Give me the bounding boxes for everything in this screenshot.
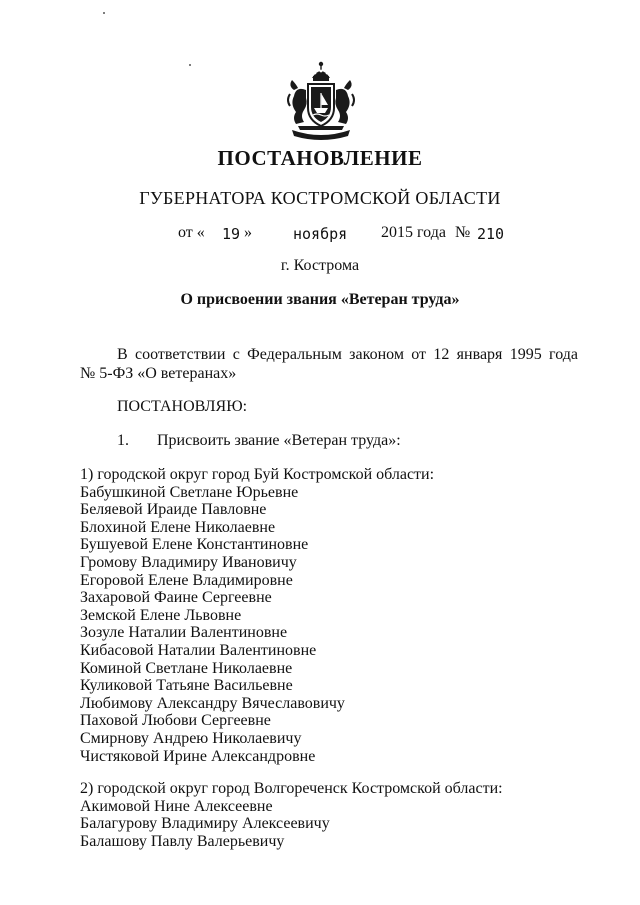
recipient-name: Балашову Павлу Валерьевичу	[80, 832, 285, 850]
recipient-name: Беляевой Ираиде Павловне	[80, 501, 267, 519]
group-heading: 1) городской округ город Буй Костромской области:	[80, 466, 435, 483]
recipient-name: Земской Елене Львовне	[80, 606, 242, 624]
issue-city: г. Кострома	[280, 257, 360, 274]
recipient-name: Паховой Любови Сергеевне	[80, 712, 271, 730]
recipient-name: Акимовой Нине Алексеевне	[80, 797, 273, 815]
scan-speck	[103, 12, 105, 14]
decree-word: ПОСТАНОВЛЯЮ:	[117, 398, 248, 415]
recipient-name: Бушуевой Елене Константиновне	[80, 536, 309, 554]
recipient-name: Бабушкиной Светлане Юрьевне	[80, 483, 299, 501]
preamble-line-2: № 5-ФЗ «О ветеранах»	[80, 365, 237, 382]
date-month: ноября	[293, 225, 348, 243]
clause-1-text: Присвоить звание «Ветеран труда»:	[157, 432, 401, 449]
group-heading: 2) городской округ город Волгореченск Костромской области:	[80, 780, 503, 797]
recipient-name: Егоровой Елене Владимировне	[80, 571, 293, 589]
document-title: ПОСТАНОВЛЕНИЕ	[217, 146, 423, 170]
recipient-name: Захаровой Фаине Сергеевне	[80, 589, 272, 607]
date-prefix: от «	[178, 224, 205, 241]
date-day: 19	[222, 225, 241, 243]
clause-1-number: 1.	[117, 432, 129, 449]
preamble-line-1: В соответствии с Федеральным законом от 12 января 1995 года	[117, 346, 578, 363]
recipient-name: Громову Владимиру Ивановичу	[80, 553, 297, 571]
kostroma-coat-of-arms-icon	[284, 60, 358, 144]
recipient-group-1	[80, 466, 434, 765]
recipient-name: Зозуле Наталии Валентиновне	[80, 624, 288, 642]
issuer-title: ГУБЕРНАТОРА КОСТРОМСКОЙ ОБЛАСТИ	[139, 188, 501, 208]
date-close-quote: »	[244, 224, 252, 241]
date-year: 2015 года	[381, 224, 446, 241]
recipient-name: Куликовой Татьяне Васильевне	[80, 677, 293, 695]
recipient-name: Коминой Светлане Николаевне	[80, 659, 293, 677]
recipient-group-2	[80, 780, 503, 850]
recipient-name: Балагурову Владимиру Алексеевичу	[80, 815, 330, 833]
scan-speck	[189, 64, 191, 66]
recipient-name: Любимову Александру Вячеславовичу	[80, 694, 345, 712]
recipient-name: Кибасовой Наталии Валентиновне	[80, 641, 317, 659]
recipient-name: Блохиной Елене Николаевне	[80, 518, 276, 536]
document-subject: О присвоении звания «Ветеран труда»	[180, 291, 460, 308]
recipient-name: Чистяковой Ирине Александровне	[80, 747, 316, 765]
document-number: 210	[477, 225, 505, 243]
number-sign: №	[455, 224, 471, 241]
recipient-name: Смирнову Андрею Николаевичу	[80, 729, 302, 747]
